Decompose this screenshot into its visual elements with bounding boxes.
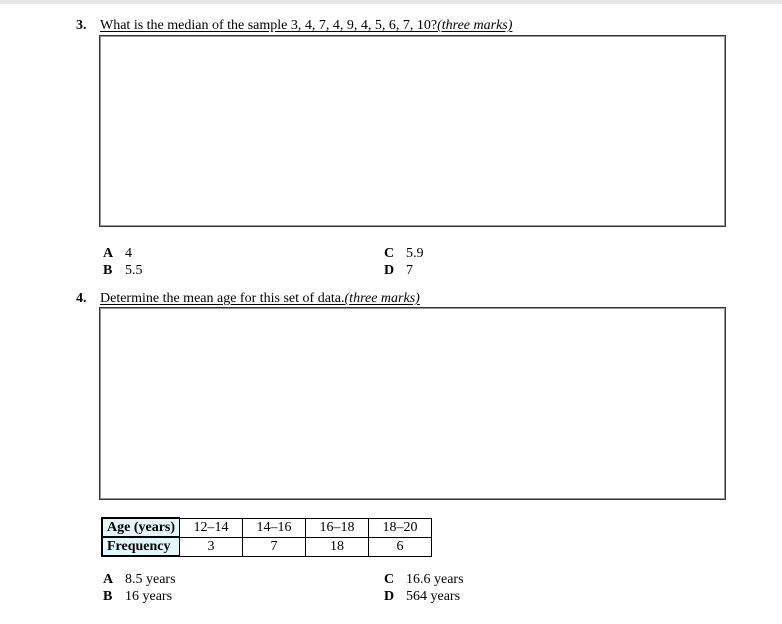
question-3-answer-box[interactable]	[99, 35, 726, 227]
frequency-cell-4: 6	[369, 537, 432, 556]
age-cell-4: 18–20	[369, 518, 432, 537]
age-cell-2: 14–16	[243, 518, 306, 537]
q3-option-a-letter: A	[103, 246, 114, 261]
q4-option-a[interactable]	[103, 572, 176, 588]
frequency-cell-2: 7	[243, 537, 306, 556]
frequency-cell-3: 18	[306, 537, 369, 556]
q4-option-d[interactable]	[384, 589, 460, 605]
frequency-cell-1: 3	[180, 537, 243, 556]
q3-option-d-letter: D	[384, 263, 395, 278]
q4-option-b-value: 16 years	[125, 589, 173, 604]
age-row-header: Age (years)	[102, 518, 180, 537]
q3-option-a-value: 4	[125, 246, 132, 261]
question-3-number: 3.	[76, 18, 87, 33]
q4-option-a-value: 8.5 years	[125, 572, 176, 587]
q3-option-c-letter: C	[384, 246, 395, 261]
question-4-marks: (three marks)	[344, 291, 420, 306]
q4-option-c-value: 16.6 years	[406, 572, 464, 587]
question-3-text	[100, 18, 512, 34]
q4-option-b[interactable]	[103, 589, 172, 605]
q3-option-b-letter: B	[103, 263, 113, 278]
age-cell-1: 12–14	[180, 518, 243, 537]
q4-option-d-value: 564 years	[406, 589, 461, 604]
question-4-prompt: Determine the mean age for this set of data.	[100, 291, 345, 306]
q3-option-d[interactable]	[384, 263, 413, 279]
q4-option-c[interactable]	[384, 572, 464, 588]
q4-option-c-letter: C	[384, 572, 395, 587]
question-3-marks: (three marks)	[437, 18, 513, 33]
q3-option-a[interactable]	[103, 246, 132, 262]
q3-option-c[interactable]	[384, 246, 424, 262]
q4-option-b-letter: B	[103, 589, 113, 604]
table-row	[102, 537, 432, 556]
question-4-answer-box[interactable]	[99, 307, 726, 500]
window-top-edge	[0, 0, 782, 4]
age-cell-3: 16–18	[306, 518, 369, 537]
q3-option-d-value: 7	[406, 263, 413, 278]
q3-option-b-value: 5.5	[125, 263, 143, 278]
table-row	[102, 518, 432, 537]
q4-option-d-letter: D	[384, 589, 395, 604]
question-3-prompt: What is the median of the sample 3, 4, 7, 4, 9, 4, 5, 6, 7, 10?	[100, 18, 438, 33]
q3-option-b[interactable]	[103, 263, 143, 279]
q3-option-c-value: 5.9	[406, 246, 424, 261]
question-4-number: 4.	[76, 291, 87, 306]
question-4-text	[100, 291, 420, 307]
frequency-table	[101, 517, 432, 557]
q4-option-a-letter: A	[103, 572, 114, 587]
frequency-row-header: Frequency	[102, 537, 180, 556]
